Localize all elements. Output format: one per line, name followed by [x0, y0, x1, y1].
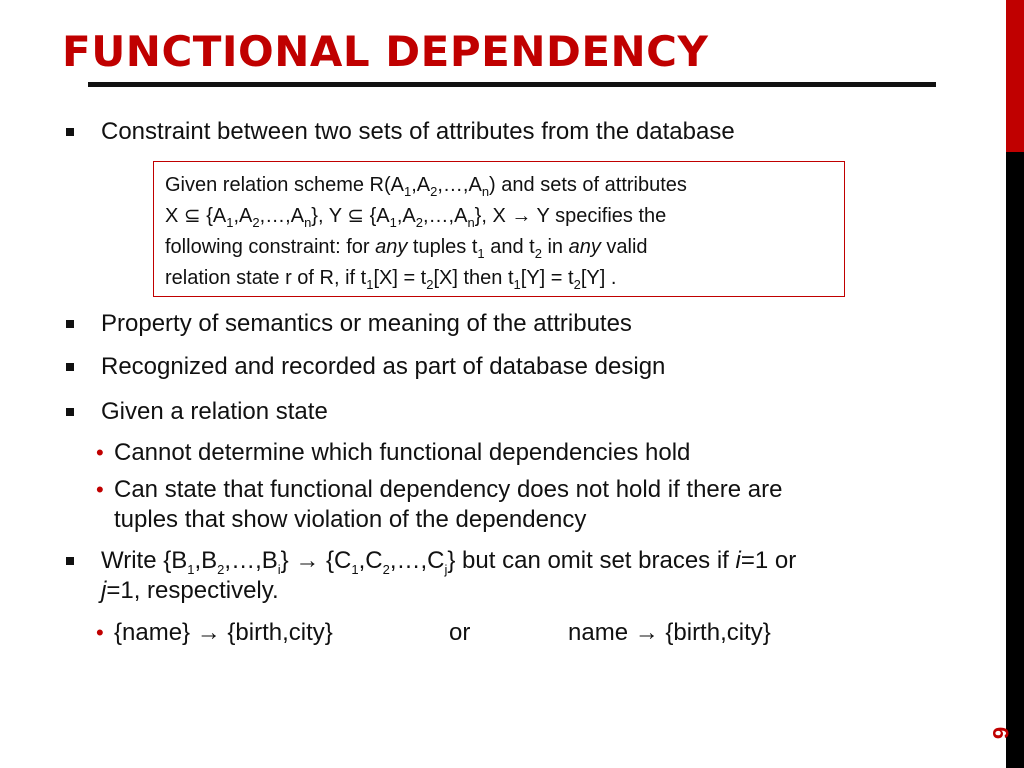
sub-bullet-text: Can state that functional dependency does not hold if there are	[114, 476, 783, 503]
example-right: name → {birth,city}	[568, 619, 771, 646]
dot-bullet-icon: •	[96, 620, 104, 645]
dot-bullet-icon: •	[96, 477, 104, 502]
example-left: {name} → {birth,city}	[114, 619, 333, 646]
example-or: or	[449, 619, 471, 646]
bullet-text: Constraint between two sets of attributes from the database	[101, 118, 735, 145]
bullet-text: Recognized and recorded as part of database design	[101, 353, 666, 380]
square-bullet-icon	[66, 363, 74, 371]
definition-line-3: following constraint: for any tuples $t_1$ and $t_2$ in any valid	[165, 236, 648, 261]
definition-line-4: relation state r of R, if $t_1[X] = t_2[X]$ then $t_1[Y] = t_2[Y]$ .	[165, 267, 617, 292]
sub-bullet-text: tuples that show violation of the dependency	[114, 506, 587, 533]
square-bullet-icon	[66, 408, 74, 416]
side-bar-black	[1006, 152, 1024, 768]
slide-title: FUNCTIONAL DEPENDENCY	[62, 27, 709, 76]
bullet-text-cont: j=1, respectively.	[101, 577, 279, 604]
definition-line-1: Given relation scheme $R(A_1,A_2,\dots,A_n)$ and sets of attributes	[165, 174, 687, 199]
definition-box	[153, 161, 845, 297]
bullet-text: Write $\{B_1,B_2,\dots,B_i\}$ → $\{C_1,C_2,\dots,C_j\}$ but can omit set braces if i=1 or	[101, 547, 797, 577]
side-bar-red	[1006, 0, 1024, 152]
square-bullet-icon	[66, 557, 74, 565]
title-underline	[88, 82, 936, 87]
bullet-text: Property of semantics or meaning of the attributes	[101, 310, 632, 337]
slide-number: 6	[988, 726, 1013, 740]
bullet-text: Given a relation state	[101, 398, 328, 425]
definition-line-2: X ⊆ $\{A_1,A_2,\dots,A_n\}$, Y ⊆ $\{A_1,A_2,\dots,A_n\}$, X → Y specifies the	[165, 205, 667, 230]
dot-bullet-icon: •	[96, 440, 104, 465]
sub-bullet-text: Cannot determine which functional dependencies hold	[114, 439, 691, 466]
square-bullet-icon	[66, 320, 74, 328]
square-bullet-icon	[66, 128, 74, 136]
